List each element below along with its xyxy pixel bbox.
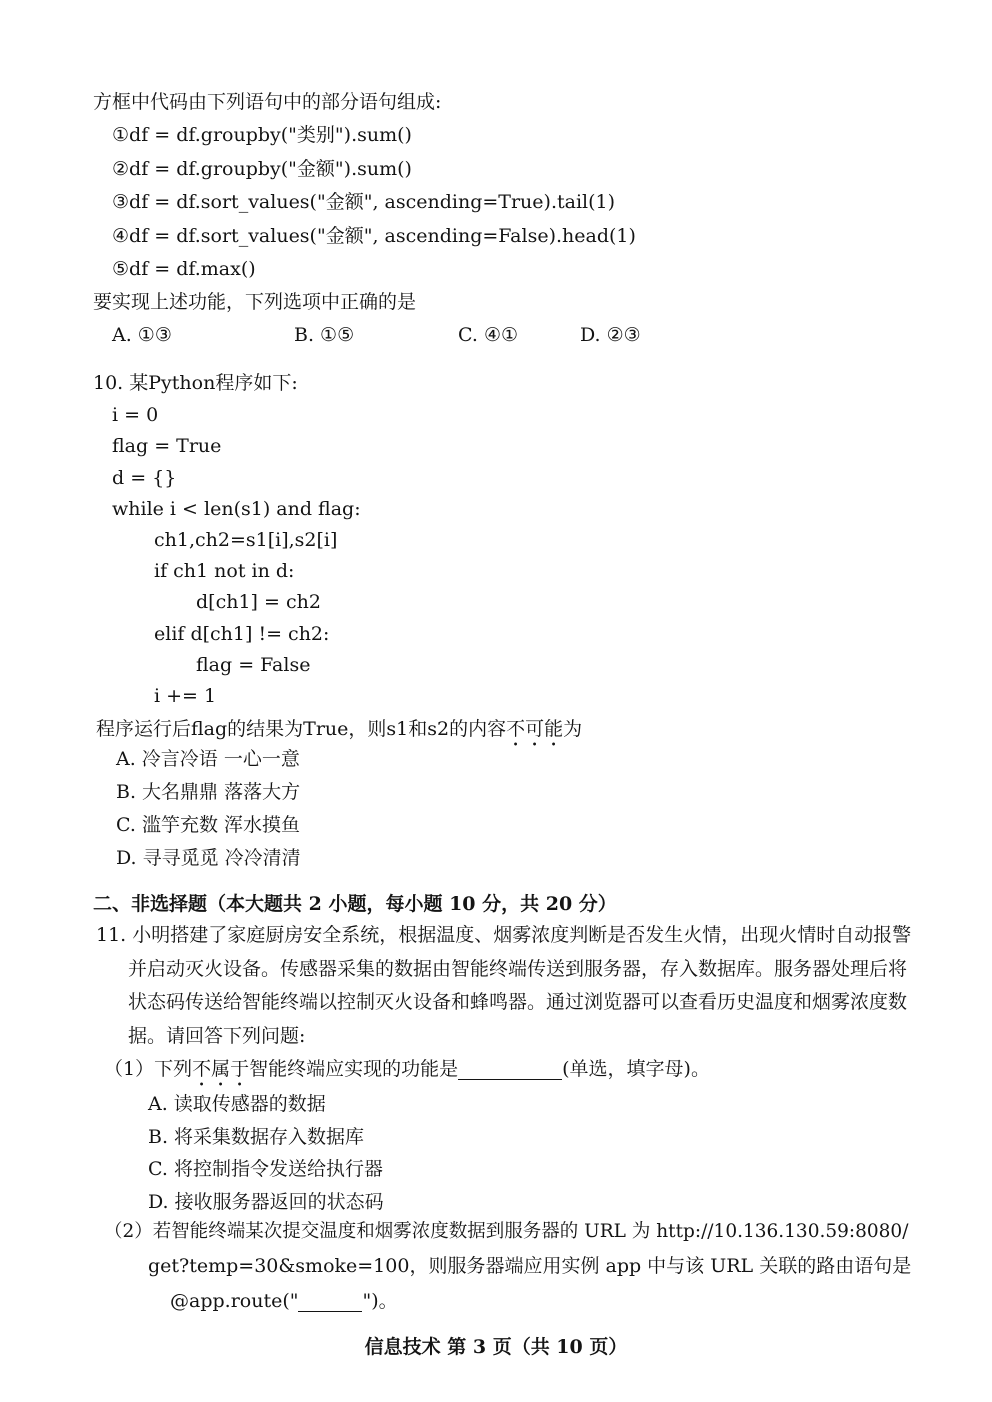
q11-sub1-emphasis: 不属于 [192,1058,250,1080]
q9-intro: 方框中代码由下列语句中的部分语句组成: [93,91,442,113]
q10-code-line: ch1,ch2=s1[i],s2[i] [154,529,338,551]
q9-option-a: A. ①③ [112,324,172,346]
q9-statement-5: ⑤df = df.max() [112,258,256,280]
q10-code-line: flag = False [196,654,311,676]
q11-sub2-route [170,1292,398,1312]
page-footer: 信息技术 第 3 页（共 10 页） [364,1336,628,1358]
q11-stem-line: 11. 小明搭建了家庭厨房安全系统，根据温度、烟雾浓度判断是否发生火情，出现火情时自动报警 [96,924,912,946]
q10-code-line: while i < len(s1) and flag: [112,498,361,520]
q10-question [96,718,582,751]
answer-blank[interactable] [458,1060,562,1080]
q11-sub1-question [104,1058,710,1091]
q10-title: 10. 某Python程序如下: [93,372,298,394]
q11-sub1-option-b: B. 将采集数据存入数据库 [148,1126,365,1148]
section-heading: 二、非选择题（本大题共 2 小题，每小题 10 分，共 20 分） [93,893,617,915]
q10-question-suffix: 为 [563,718,583,740]
q10-code-line: flag = True [112,435,222,457]
q11-sub1-option-c: C. 将控制指令发送给执行器 [148,1158,383,1180]
q9-option-c: C. ④① [458,324,519,346]
q9-statement-1: ①df = df.groupby("类别").sum() [112,124,412,146]
q11-sub1-suffix: (单选，填字母)。 [562,1058,710,1080]
q11-stem-line: 据。请回答下列问题: [128,1025,306,1047]
q10-option-b: B. 大名鼎鼎 落落大方 [116,781,301,803]
q11-sub1-prefix: （1）下列 [104,1058,193,1080]
answer-blank[interactable] [298,1292,362,1312]
q9-question: 要实现上述功能，下列选项中正确的是 [93,291,417,313]
q11-sub1-option-d: D. 接收服务器返回的状态码 [148,1191,384,1213]
q9-option-d: D. ②③ [580,324,641,346]
q10-code-line: i += 1 [154,685,217,707]
q10-option-c: C. 滥竽充数 浑水摸鱼 [116,814,300,836]
q10-code-line: elif d[ch1] != ch2: [154,623,330,645]
q10-option-d: D. 寻寻觅觅 冷冷清清 [116,847,301,869]
q11-sub1-option-a: A. 读取传感器的数据 [148,1093,326,1115]
q11-sub1-middle: 智能终端应实现的功能是 [249,1058,459,1080]
q9-statement-4: ④df = df.sort_values("金额", ascending=False).head(1) [112,225,636,247]
q9-statement-2: ②df = df.groupby("金额").sum() [112,158,412,180]
q10-code-line: d = {} [112,467,177,489]
q11-sub2-line: （2）若智能终端某次提交温度和烟雾浓度数据到服务器的 URL 为 http://10.136.130.59:8080/ [104,1221,909,1242]
q10-option-a: A. 冷言冷语 一心一意 [116,748,300,770]
q11-sub2-route-suffix: ")。 [362,1290,398,1312]
q9-statement-3: ③df = df.sort_values("金额", ascending=True).tail(1) [112,191,616,213]
q11-sub2-line: get?temp=30&smoke=100，则服务器端应用实例 app 中与该 URL 关联的路由语句是 [148,1255,912,1277]
q11-sub2-route-prefix: @app.route(" [170,1290,299,1312]
q10-code-line: if ch1 not in d: [154,560,295,582]
q10-question-prefix: 程序运行后flag的结果为True，则s1和s2的内容 [96,718,507,740]
q11-stem-line: 并启动灭火设备。传感器采集的数据由智能终端传送到服务器，存入数据库。服务器处理后将 [128,958,908,980]
q9-option-b: B. ①⑤ [294,324,355,346]
q11-stem-line: 状态码传送给智能终端以控制灭火设备和蜂鸣器。通过浏览器可以查看历史温度和烟雾浓度数 [128,991,908,1013]
q10-question-emphasis: 不可能 [506,718,564,740]
q10-code-line: d[ch1] = ch2 [196,591,321,613]
q10-code-line: i = 0 [112,404,159,426]
